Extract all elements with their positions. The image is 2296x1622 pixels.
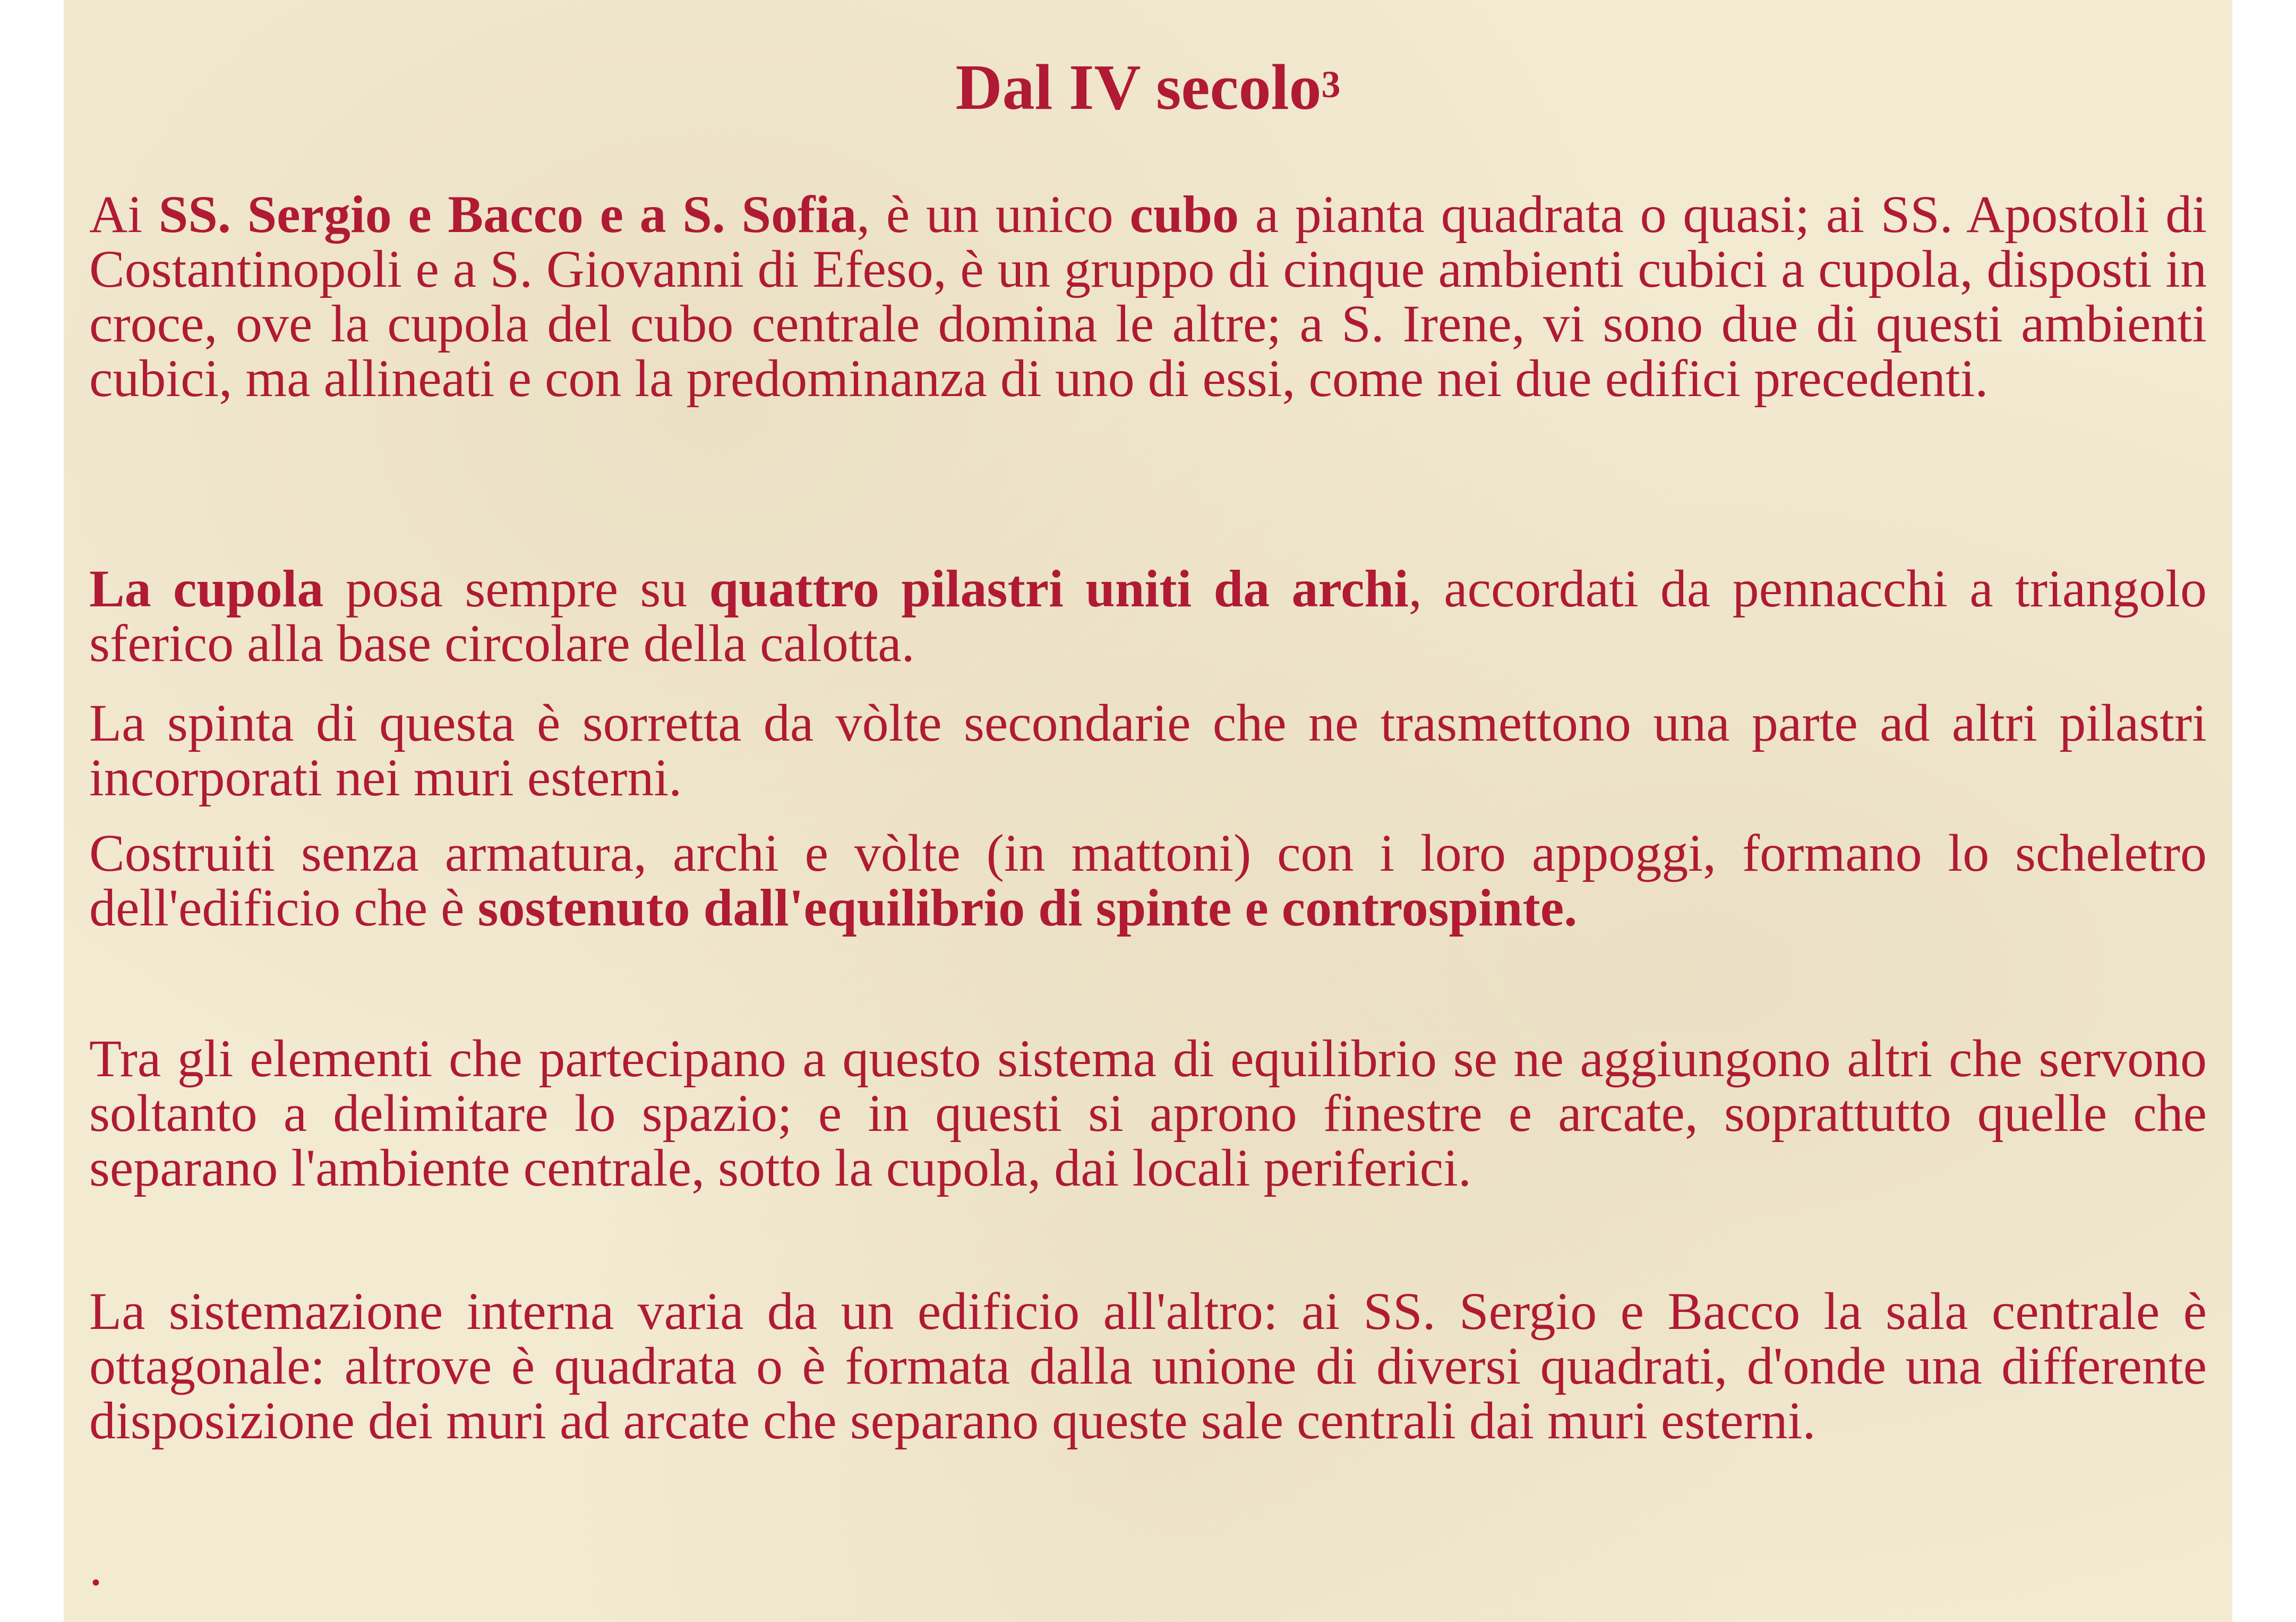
text-run: La spinta di questa è sorretta da vòlte secondarie che ne trasmettono una parte ad altri pilastri incorporati nei muri esterni. <box>89 693 2207 807</box>
paragraph-elementi <box>89 1031 2207 1195</box>
paragraph-dot <box>89 1538 2207 1597</box>
bold-run: SS. Sergio e Bacco e a S. Sofia <box>158 185 857 244</box>
bold-run: La cupola <box>89 559 324 618</box>
page <box>64 0 2232 1622</box>
text-run: Tra gli elementi che partecipano a questo sistema di equilibrio se ne aggiungono altri che servono soltanto a delimitare lo spazio; e in questi si aprono finestre e arcate, soprattutto quelle che separano l'ambiente centrale, sotto la cupola, dai locali periferici. <box>89 1029 2207 1197</box>
text-run: La sistemazione interna varia da un edificio all'altro: ai SS. Sergio e Bacco la sala centrale è ottagonale: altrove è quadrata o è formata dalla unione di diversi quadrati, d'onde una differente disposizione dei muri ad arcate che separano queste sale centrali dai muri esterni. <box>89 1282 2207 1450</box>
bold-run: sostenuto dall'equilibrio di spinte e controspinte. <box>477 878 1578 937</box>
paragraph-cubi <box>89 187 2207 406</box>
bold-run: quattro pilastri uniti da archi <box>709 559 1409 618</box>
title-text: Dal IV secolo <box>955 52 1322 123</box>
bold-run: cubo <box>1129 185 1239 244</box>
text-run: Ai <box>89 185 159 244</box>
text-run: Costruiti senza armatura, archi e vòlte (in mattoni) con i loro appoggi, formano lo scheletro dell'edificio che è <box>89 823 2207 937</box>
paragraph-cupola <box>89 561 2207 671</box>
text-run: , è un unico <box>856 185 1130 244</box>
paragraph-sistemazione <box>89 1284 2207 1448</box>
text-run: , accordati da pennacchi a triangolo sferico alla base circolare della calotta. <box>89 559 2207 673</box>
text-run: a pianta quadrata o quasi; ai SS. Apostoli di Costantinopoli e a S. Giovanni di Efeso, è un gruppo di cinque ambienti cubici a cupola, disposti in croce, ove la cupola del cubo centrale domina le altre; a S. Irene, vi sono due di questi ambienti cubici, ma allineati e con la predominanza di uno di essi, come nei due edifici precedenti. <box>89 185 2207 408</box>
paragraph-spinta <box>89 693 2207 807</box>
paragraph-scheletro <box>89 823 2207 937</box>
page-title <box>64 50 2232 125</box>
text-run: . <box>89 1538 102 1597</box>
text-run: posa sempre su <box>323 559 709 618</box>
title-footnote-mark: 3 <box>1321 63 1341 106</box>
